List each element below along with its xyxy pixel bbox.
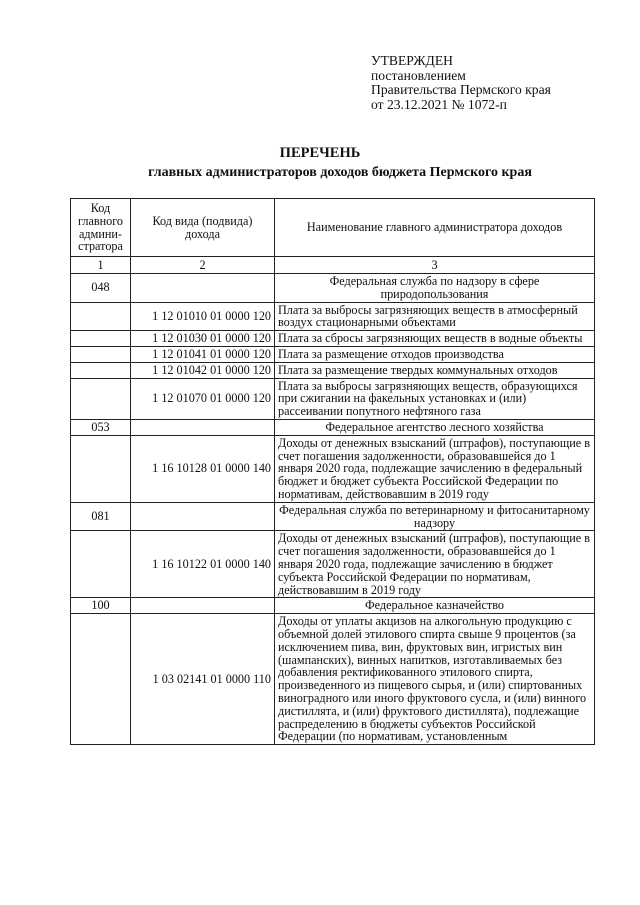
income-code-cell: 1 03 02141 01 0000 110 [131, 614, 275, 745]
admin-code-cell: 048 [71, 274, 131, 303]
income-code-cell: 1 12 01010 01 0000 120 [131, 302, 275, 331]
header-name: Наименование главного администратора доходов [275, 199, 595, 257]
admin-code-cell [71, 614, 131, 745]
approval-line: от 23.12.2021 № 1072-п [371, 96, 507, 112]
income-code-cell: 1 12 01042 01 0000 120 [131, 362, 275, 378]
income-code-cell: 1 16 10122 01 0000 140 [131, 531, 275, 598]
approval-stamp [371, 54, 551, 112]
admin-code-cell: 081 [71, 502, 131, 531]
income-name-cell: Доходы от денежных взысканий (штрафов), поступающие в счет погашения задолженности, образовавшейся до 1 января 2020 года, подлежащие зачислению в федеральный бюджет и бюджет субъекта Российской Федерации по нормативам, действовавшим в 2019 году [275, 435, 595, 502]
admin-code-cell [71, 378, 131, 419]
income-name-cell: Плата за сбросы загрязняющих веществ в водные объекты [275, 331, 595, 347]
header-admin-code: Код главного админи-стратора [71, 199, 131, 257]
income-row [71, 614, 595, 745]
income-name-cell: Плата за размещение твердых коммунальных отходов [275, 362, 595, 378]
agency-row [71, 598, 595, 614]
income-code-cell [131, 274, 275, 303]
income-code-cell: 1 12 01041 01 0000 120 [131, 346, 275, 362]
header-income-code: Код вида (подвида) дохода [131, 199, 275, 257]
approval-line: постановлением [371, 67, 466, 83]
income-name-cell: Плата за размещение отходов производства [275, 346, 595, 362]
admin-code-cell: 100 [71, 598, 131, 614]
document-title: ПЕРЕЧЕНЬ [279, 145, 361, 161]
income-row [71, 331, 595, 347]
admin-code-cell [71, 362, 131, 378]
agency-row [71, 419, 595, 435]
income-row [71, 302, 595, 331]
agency-name-cell: Федеральное казначейство [275, 598, 595, 614]
income-row [71, 435, 595, 502]
income-name-cell: Доходы от уплаты акцизов на алкогольную продукцию с объемной долей этилового спирта свыше 9 процентов (за исключением пива, вин, фруктовых вин, игристых вин (шампанских), винных напитков, изготавливаемых без добавления ректификованного этилового спирта, произведенного из пищевого сырья, и (или) спиртованных виноградного или иного фруктового сусла, и (или) винного дистиллята, и (или) фруктового дистиллята), подлежащие распределению в бюджеты субъектов Российской Федерации (по нормативам, установленным [275, 614, 595, 745]
admin-code-cell [71, 531, 131, 598]
income-row [71, 346, 595, 362]
income-code-cell: 1 12 01070 01 0000 120 [131, 378, 275, 419]
income-name-cell: Плата за выбросы загрязняющих веществ в атмосферный воздух стационарными объектами [275, 302, 595, 331]
document-subtitle: главных администраторов доходов бюджета Пермского края [148, 165, 532, 180]
column-number: 2 [131, 257, 275, 274]
column-number: 1 [71, 257, 131, 274]
income-code-cell [131, 598, 275, 614]
admin-code-cell: 053 [71, 419, 131, 435]
income-code-cell: 1 16 10128 01 0000 140 [131, 435, 275, 502]
column-number: 3 [275, 257, 595, 274]
agency-row [71, 502, 595, 531]
income-name-cell: Плата за выбросы загрязняющих веществ, образующихся при сжигании на факельных установках и (или) рассеивании попутного нефтяного газа [275, 378, 595, 419]
income-row [71, 362, 595, 378]
column-numbers-row [71, 257, 595, 274]
table-header-row [71, 199, 595, 257]
income-code-cell: 1 12 01030 01 0000 120 [131, 331, 275, 347]
agency-name-cell: Федеральная служба по ветеринарному и фитосанитарному надзору [275, 502, 595, 531]
agency-row [71, 274, 595, 303]
admin-code-cell [71, 302, 131, 331]
admin-code-cell [71, 346, 131, 362]
admin-code-cell [71, 435, 131, 502]
income-code-cell [131, 502, 275, 531]
income-name-cell: Доходы от денежных взысканий (штрафов), поступающие в счет погашения задолженности, образовавшейся до 1 января 2020 года, подлежащие зачислению в бюджет субъекта Российской Федерации по нормативам, действовавшим в 2019 году [275, 531, 595, 598]
income-row [71, 531, 595, 598]
approval-line: Правительства Пермского края [371, 82, 551, 98]
approval-line: УТВЕРЖДЕН [371, 53, 453, 68]
agency-name-cell: Федеральная служба по надзору в сфере природопользования [275, 274, 595, 303]
income-row [71, 378, 595, 419]
income-code-cell [131, 419, 275, 435]
admin-code-cell [71, 331, 131, 347]
agency-name-cell: Федеральное агентство лесного хозяйства [275, 419, 595, 435]
administrators-table [70, 198, 595, 745]
